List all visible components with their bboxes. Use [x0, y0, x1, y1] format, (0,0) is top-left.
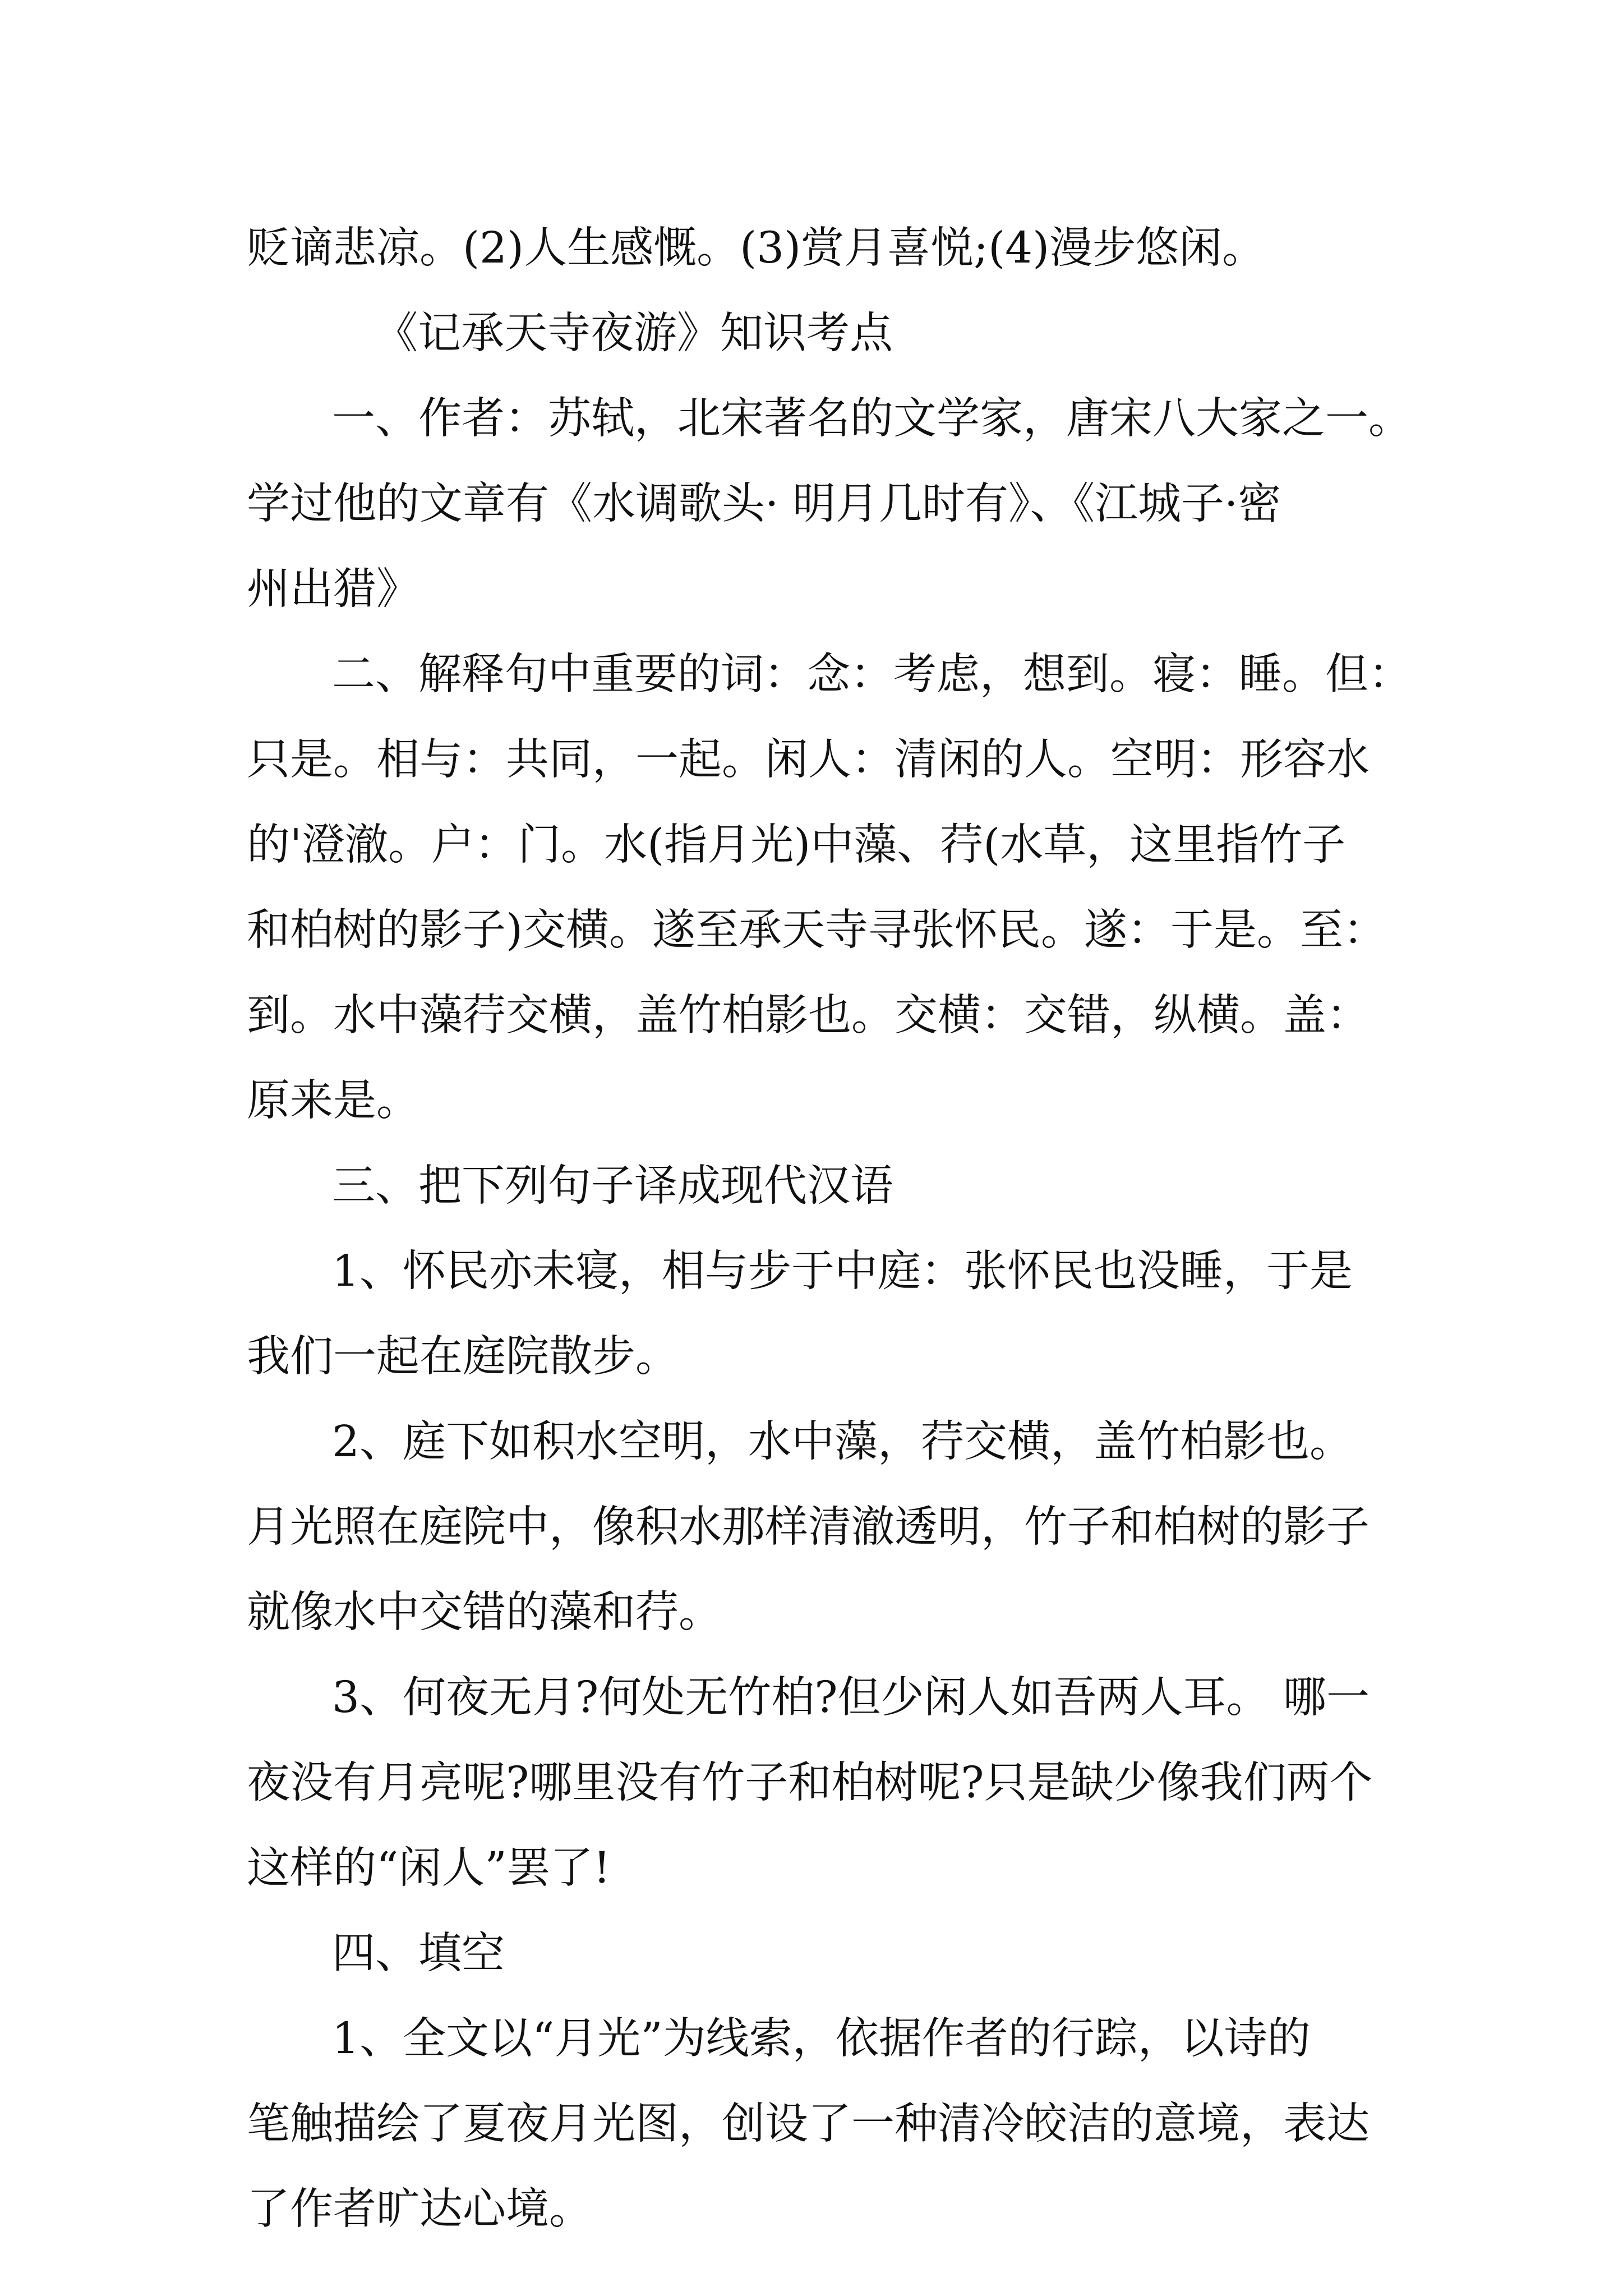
text-line: 原来是。	[247, 1076, 419, 1126]
text-line: 二、解释句中重要的词：念：考虑，想到。寝：睡。但：	[332, 650, 1412, 700]
section-title: 《记承天寺夜游》知识考点	[375, 309, 893, 358]
text-line: 1、全文以“月光”为线索，依据作者的行踪，以诗的	[332, 2014, 1311, 2064]
text-line: 3、何夜无月?何处无竹柏?但少闲人如吾两人耳。 哪一	[332, 1673, 1370, 1723]
text-line: 笔触描绘了夏夜月光图，创设了一种清冷皎洁的意境，表达	[247, 2099, 1370, 2149]
text-line: 的'澄澈。户：门。水(指月光)中藻、荇(水草，这里指竹子	[247, 820, 1346, 870]
text-line: 到。水中藻荇交横，盖竹柏影也。交横：交错，纵横。盖：	[247, 991, 1370, 1041]
text-line: 一、作者：苏轼，北宋著名的文学家，唐宋八大家之一。	[332, 394, 1412, 444]
text-line: 夜没有月亮呢?哪里没有竹子和柏树呢?只是缺少像我们两个	[247, 1758, 1373, 1808]
text-line: 只是。相与：共同，一起。闲人：清闲的人。空明：形容水	[247, 735, 1370, 785]
text-line: 就像水中交错的藻和荇。	[247, 1588, 722, 1637]
text-line: 1、怀民亦未寝，相与步于中庭：张怀民也没睡，于是	[332, 1246, 1353, 1296]
text-line: 2、庭下如积水空明，水中藻，荇交横，盖竹柏影也。	[332, 1417, 1353, 1467]
body-text	[247, 212, 1412, 2258]
text-line: 州出猎》	[247, 564, 419, 614]
text-line: 这样的“闲人”罢了!	[247, 1843, 611, 1893]
text-line: 三、把下列句子译成现代汉语	[332, 1161, 893, 1211]
text-line: 贬谪悲凉。(2)人生感慨。(3)赏月喜悦;(4)漫步悠闲。	[247, 223, 1266, 273]
text-line: 我们一起在庭院散步。	[247, 1332, 679, 1382]
text-line: 和柏树的影子)交横。遂至承天寺寻张怀民。遂：于是。至：	[247, 905, 1387, 955]
text-line: 了作者旷达心境。	[247, 2184, 592, 2234]
text-line: 学过他的文章有《水调歌头· 明月几时有》、《江城子·密	[247, 479, 1281, 529]
text-line: 四、填空	[332, 1929, 505, 1978]
text-line: 月光照在庭院中，像积水那样清澈透明，竹子和柏树的影子	[247, 1502, 1370, 1552]
